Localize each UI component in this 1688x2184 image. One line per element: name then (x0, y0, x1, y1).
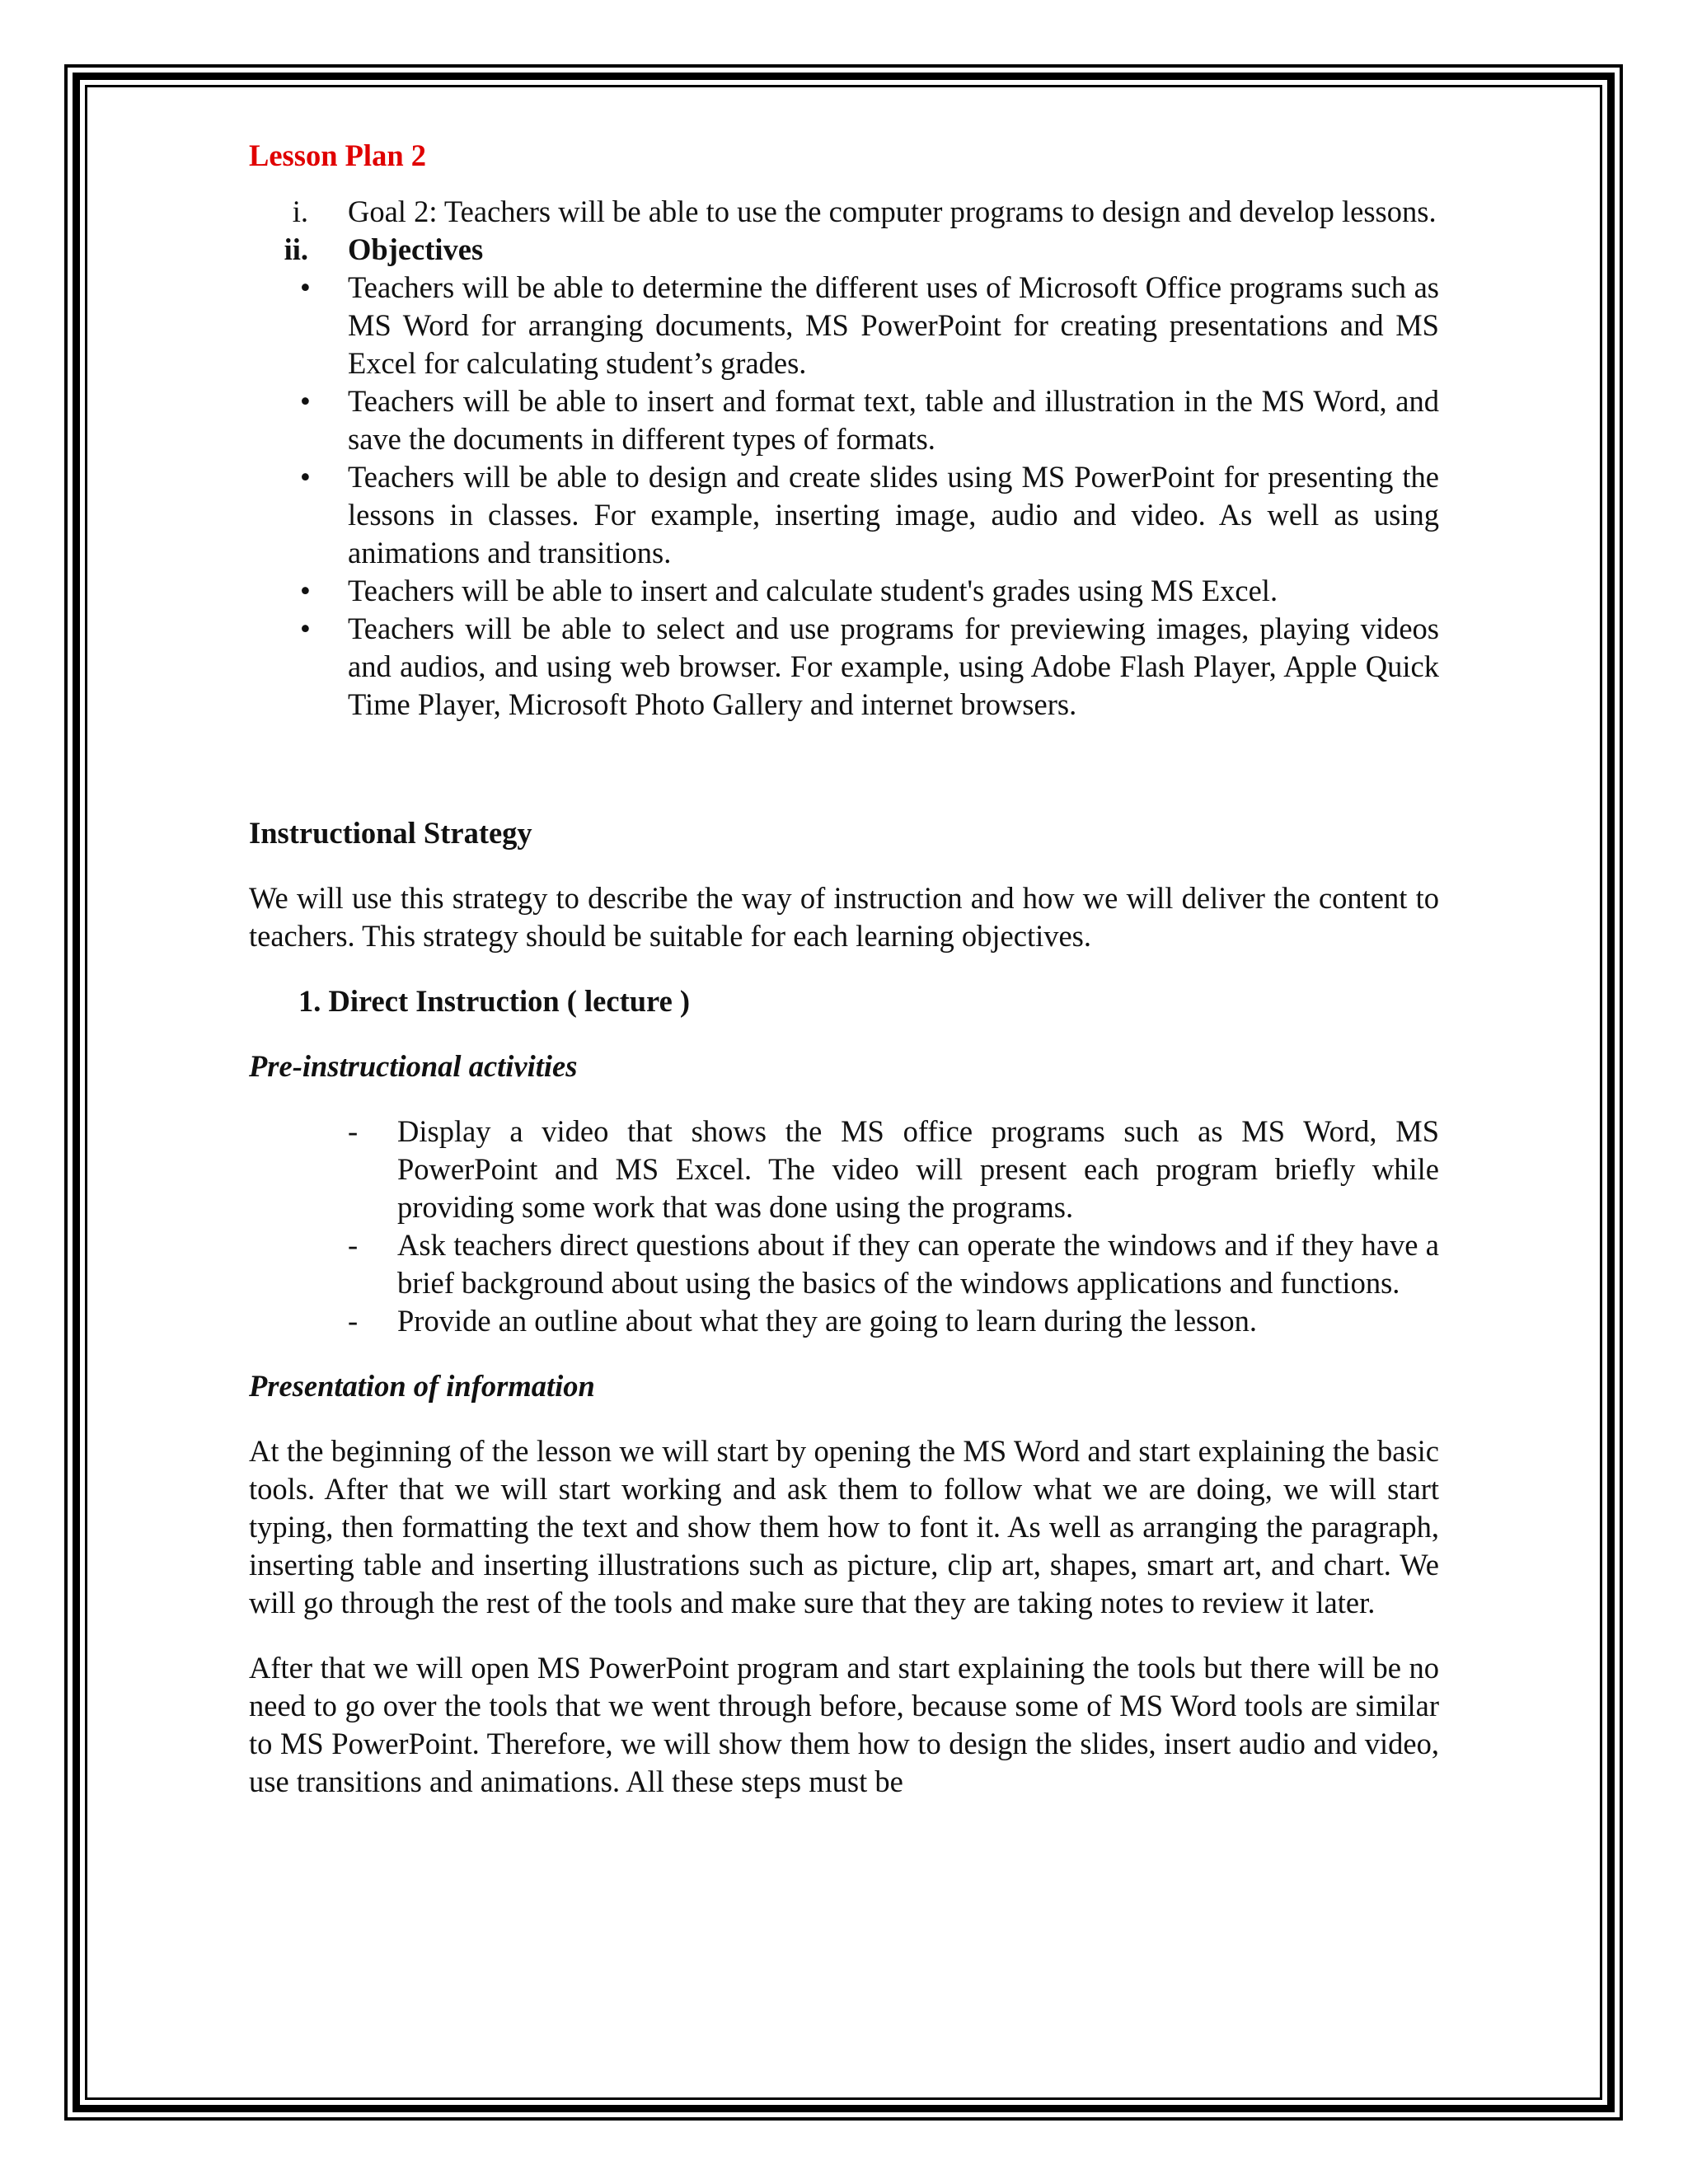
activity-text: Display a video that shows the MS office programs such as MS Word, MS PowerPoint and MS Excel. The video will present each program briefly while providing some work that was done using the programs. (397, 1114, 1439, 1224)
objective-item (249, 610, 1439, 724)
presentation-paragraph-1: At the beginning of the lesson we will start by opening the MS Word and start explaining the basic tools. After that we will start working and ask them to follow what we are doing, we will start typing, then formatting the text and show them how to font it. As well as arranging the paragraph, inserting table and inserting illustrations such as picture, clip art, shapes, smart art, and chart. We will go through the rest of the tools and make sure that they are taking notes to review it later. (249, 1434, 1439, 1619)
bullet-icon: • (300, 460, 311, 494)
objective-text: Teachers will be able to determine the different uses of Microsoft Office programs such as MS Word for arranging documents, MS PowerPoint for creating presentations and MS Excel for calculating student’s grades. (348, 270, 1439, 380)
dash-marker: - (348, 1304, 359, 1338)
lesson-title: Lesson Plan 2 (249, 138, 426, 172)
objective-text: Teachers will be able to design and create slides using MS PowerPoint for presenting the lessons in classes. For example, inserting image, audio and video. As well as using animations and transitions. (348, 460, 1439, 569)
objectives-heading: Objectives (348, 232, 484, 266)
presentation-heading: Presentation of information (249, 1369, 595, 1403)
instructional-strategy-intro: We will use this strategy to describe the way of instruction and how we will deliver the content to teachers. This strategy should be suitable for each learning objectives. (249, 881, 1439, 953)
dash-marker: - (348, 1228, 359, 1262)
bullet-icon: • (300, 270, 311, 304)
roman-numeral: i. (292, 194, 308, 228)
activity-text: Provide an outline about what they are going to learn during the lesson. (397, 1304, 1258, 1338)
objective-text: Teachers will be able to insert and calculate student's grades using MS Excel. (348, 574, 1278, 607)
objective-item (249, 572, 1439, 610)
activity-item (348, 1302, 1439, 1340)
bullet-icon: • (300, 574, 311, 607)
dash-marker: - (348, 1114, 359, 1148)
activity-item (348, 1226, 1439, 1302)
bullet-icon: • (300, 384, 311, 418)
goal-list (249, 193, 1439, 269)
activity-item (348, 1113, 1439, 1226)
objective-item (249, 269, 1439, 382)
document-body (249, 137, 1439, 1801)
instructional-strategy-heading: Instructional Strategy (249, 816, 532, 850)
goal-text: Goal 2: Teachers will be able to use the computer programs to design and develop lessons. (348, 194, 1437, 228)
goal-item (249, 193, 1439, 231)
objective-text: Teachers will be able to insert and format text, table and illustration in the MS Word, and save the documents in different types of formats. (348, 384, 1439, 456)
objective-item (249, 458, 1439, 572)
presentation-paragraph-2: After that we will open MS PowerPoint program and start explaining the tools but there will be no need to go over the tools that we went through before, because some of MS Word tools are similar to MS PowerPoint. Therefore, we will show them how to design the slides, insert audio and video, use transitions and animations. All these steps must be (249, 1651, 1439, 1798)
direct-instruction-heading: 1. Direct Instruction ( lecture ) (298, 984, 691, 1018)
objective-item (249, 382, 1439, 458)
activity-text: Ask teachers direct questions about if they can operate the windows and if they have a brief background about using the basics of the windows applications and functions. (397, 1228, 1439, 1300)
objectives-list (249, 269, 1439, 724)
objectives-item (249, 231, 1439, 269)
pre-instructional-list (249, 1113, 1439, 1340)
objective-text: Teachers will be able to select and use programs for previewing images, playing videos and audios, and using web browser. For example, using Adobe Flash Player, Apple Quick Time Player, Microsoft Photo Gallery and internet browsers. (348, 612, 1439, 721)
pre-instructional-heading: Pre-instructional activities (249, 1049, 578, 1083)
roman-numeral: ii. (284, 232, 308, 266)
bullet-icon: • (300, 612, 311, 645)
